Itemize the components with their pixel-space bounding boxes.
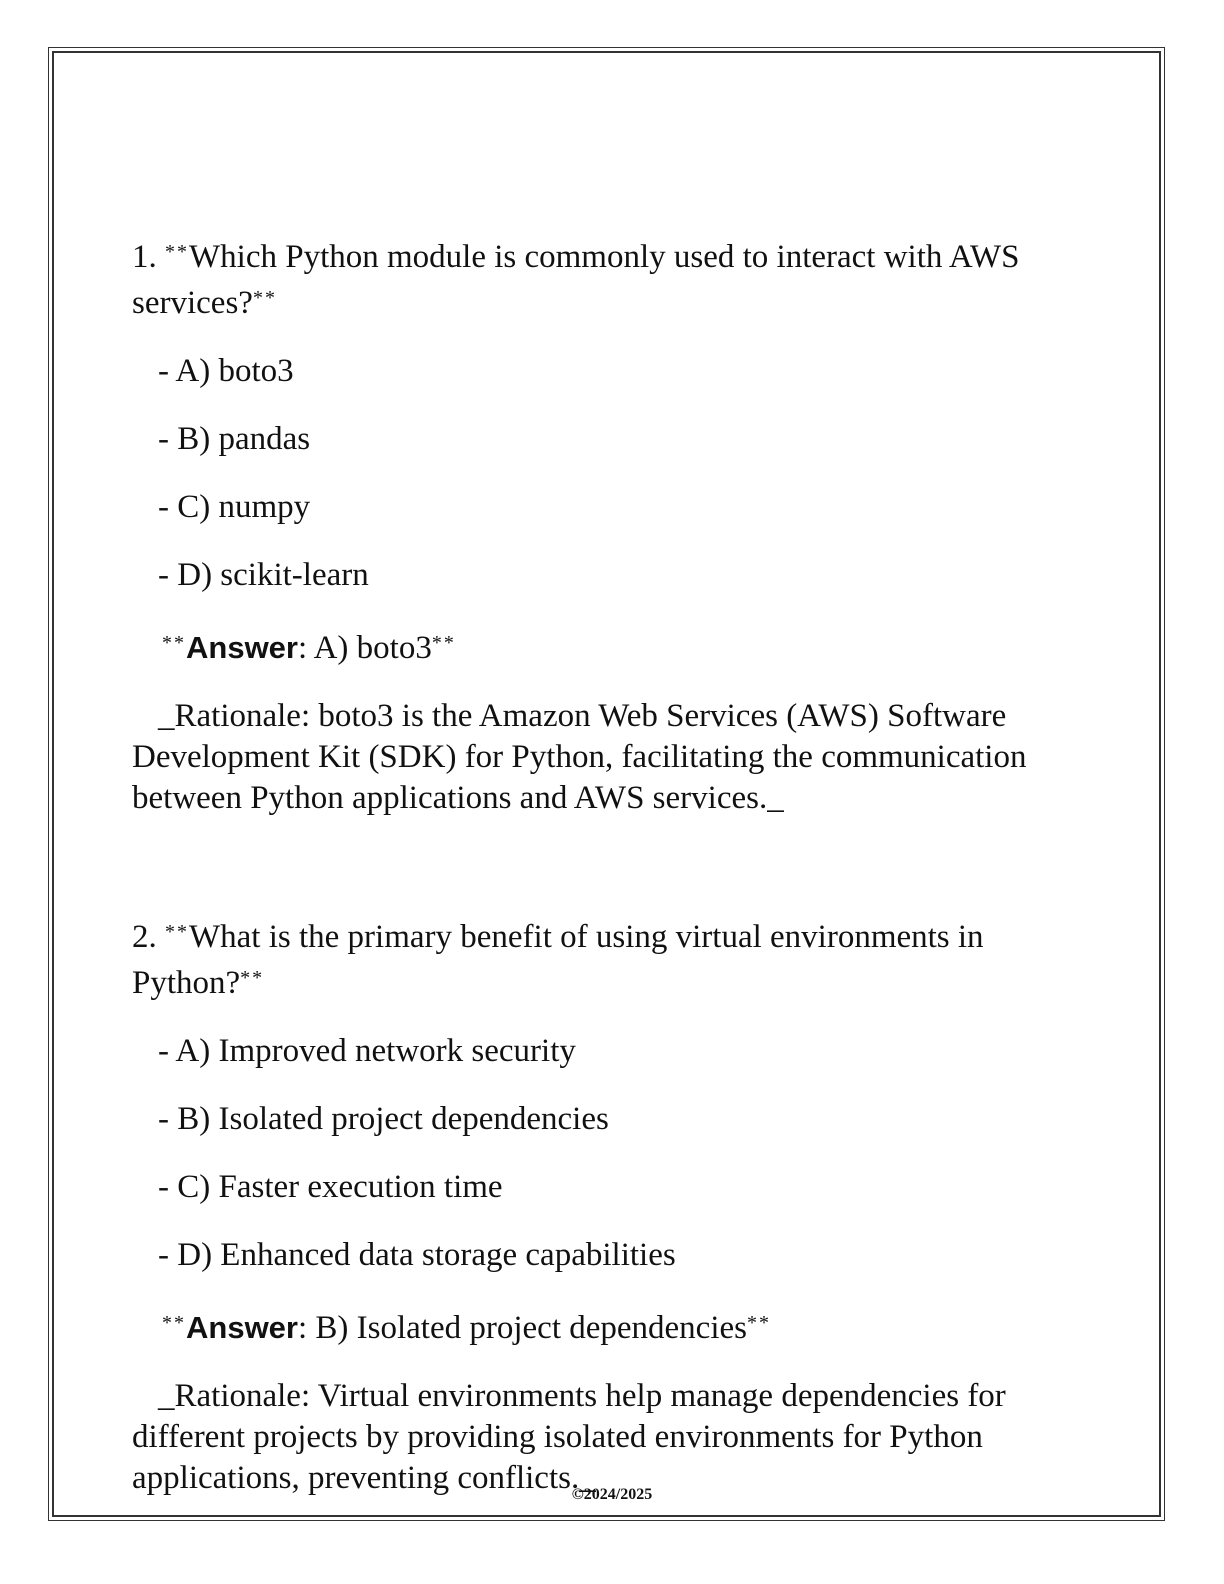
question-2 [132, 912, 1092, 1004]
question-2-option-d: - D) Enhanced data storage capabilities [158, 1237, 676, 1273]
question-2-mark-close: ** [240, 967, 265, 989]
question-1-text: Which Python module is commonly used to interact with AWS services? [132, 239, 1020, 321]
question-1-option-a: - A) boto3 [158, 353, 294, 389]
question-1-mark-close: ** [252, 287, 277, 309]
question-2-option-a: - A) Improved network security [158, 1033, 576, 1069]
question-1-answer-mark-close: ** [431, 632, 456, 654]
question-1-answer-label: Answer [186, 630, 298, 665]
question-1-number: 1. [132, 239, 165, 275]
question-1-answer-mark-open: ** [162, 632, 186, 654]
question-2-answer-mark-open: ** [162, 1312, 186, 1334]
question-2-answer-value: : B) Isolated project dependencies [297, 1310, 747, 1346]
question-2-option-c: - C) Faster execution time [158, 1169, 503, 1205]
question-2-answer-mark-close: ** [746, 1312, 771, 1334]
question-1-answer [132, 623, 1092, 669]
question-2-rationale: _Rationale: Virtual environments help manage dependencies for different projects by providing isolated environments for Python applications, preventing conflicts._ [132, 1378, 1006, 1496]
document-content [132, 232, 1092, 1499]
question-1-mark-open: ** [165, 241, 189, 263]
question-1-option-b: - B) pandas [158, 421, 311, 457]
copyright-footer: ©2024/2025 [571, 1486, 653, 1503]
question-1-rationale: _Rationale: boto3 is the Amazon Web Services (AWS) Software Development Kit (SDK) for Python, facilitating the communication between Python applications and AWS services._ [132, 698, 1027, 816]
question-2-text: What is the primary benefit of using virtual environments in Python? [132, 919, 984, 1001]
question-1-option-c: - C) numpy [158, 489, 311, 525]
question-2-option-b: - B) Isolated project dependencies [158, 1101, 609, 1137]
question-1 [132, 232, 1092, 324]
question-2-number: 2. [132, 919, 165, 955]
question-2-answer [132, 1303, 1092, 1349]
question-1-answer-value: : A) boto3 [297, 630, 432, 666]
question-2-answer-label: Answer [186, 1310, 298, 1345]
question-2-mark-open: ** [165, 921, 189, 943]
question-1-option-d: - D) scikit-learn [158, 557, 369, 593]
